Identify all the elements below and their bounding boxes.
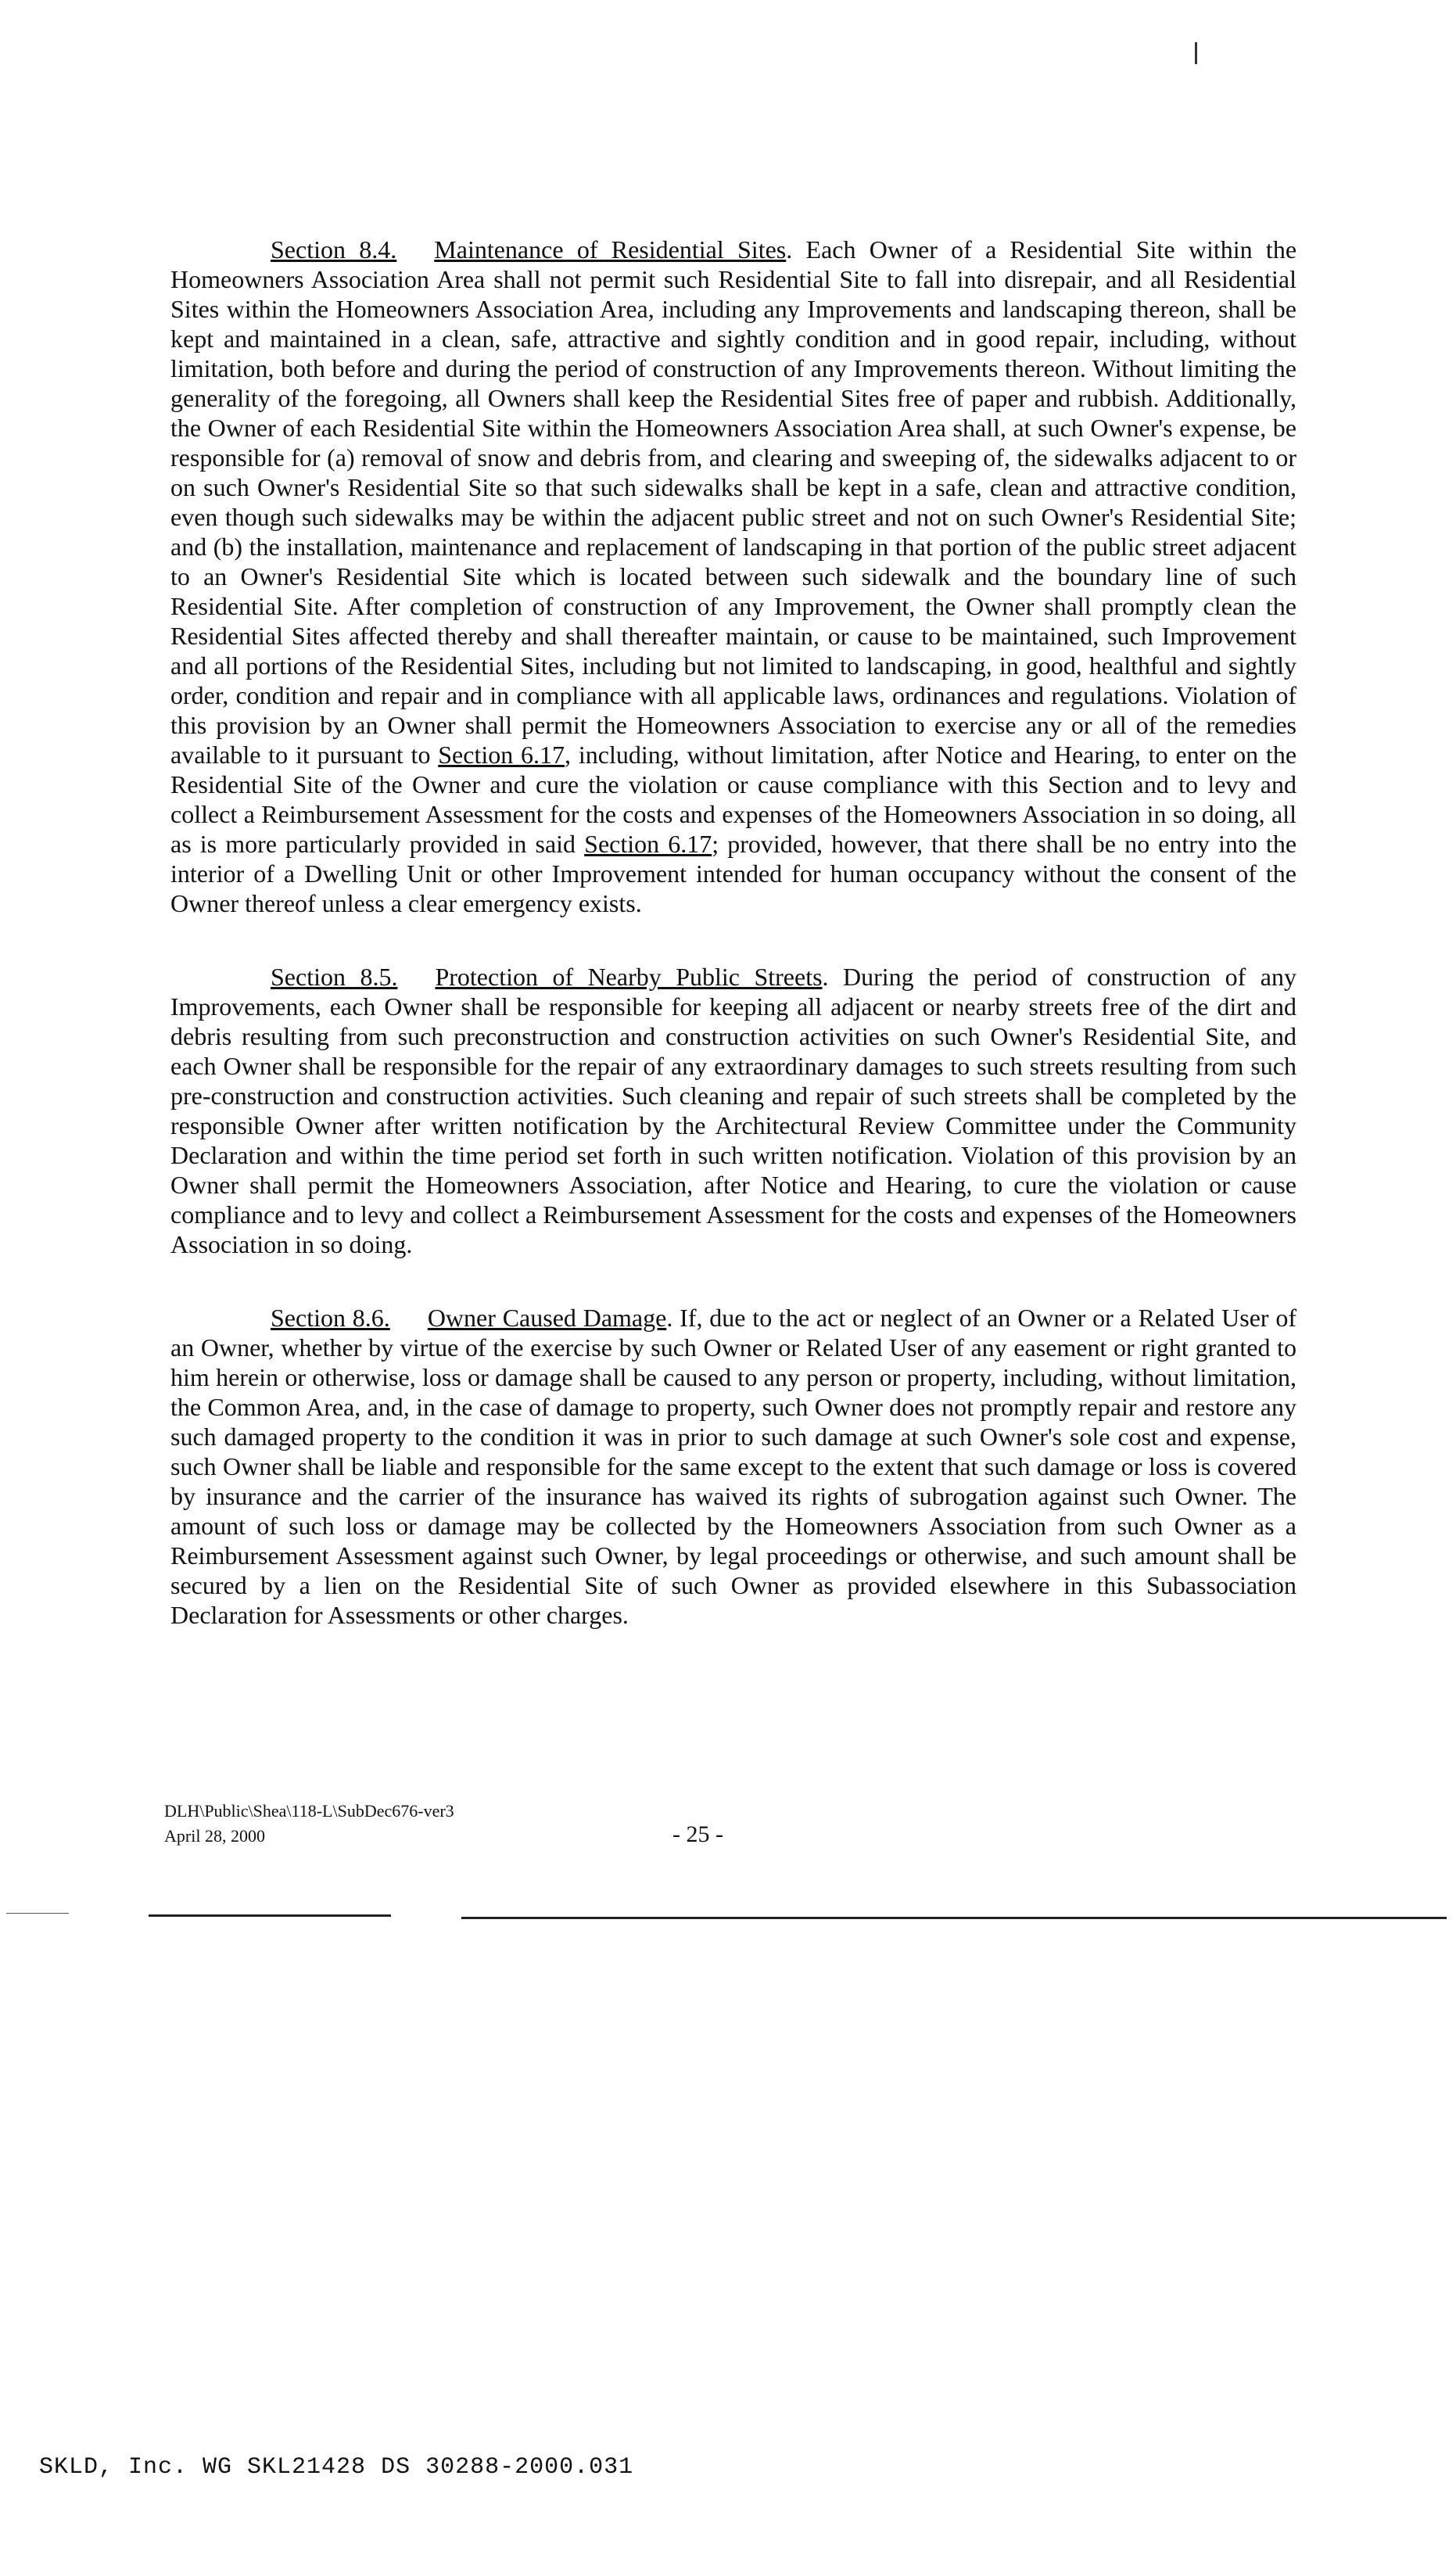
section-title: Protection of Nearby Public Streets — [435, 963, 823, 991]
scan-rule-right — [461, 1917, 1447, 1919]
section-text: . During the period of construction of any Improvements, each Owner shall be responsible for keeping all adjacent or nearby streets free of the dirt and debris resulting from such preconstruction and construction activities on such Owner's Residential Site, and each Owner shall be responsible for the repair of any extraordinary damages to such streets resulting from such pre-construction and construction activities. Such cleaning and repair of such streets shall be completed by the responsible Owner after written notification by the Architectural Review Committee under the Community Declaration and within the time period set forth in such written notification. Violation of this provision by an Owner shall permit the Homeowners Association, after Notice and Hearing, to cure the violation or cause compliance and to levy and collect a Reimbursement Assessment for the costs and expenses of the Homeowners Association in so doing. — [170, 963, 1297, 1258]
scan-rule-middle — [149, 1914, 391, 1917]
section-8-6 — [170, 1303, 1296, 1630]
page-footer — [164, 1799, 1290, 1849]
section-title: Owner Caused Damage — [427, 1304, 667, 1332]
section-8-5 — [170, 962, 1296, 1259]
document-date: April 28, 2000 — [164, 1826, 265, 1846]
section-reference: Section 6.17 — [584, 830, 712, 858]
scan-mark — [1195, 42, 1197, 64]
page-number: - 25 - — [672, 1821, 723, 1847]
section-number: Section 8.5. — [271, 963, 398, 991]
document-path: DLH\Public\Shea\118-L\SubDec676-ver3 — [164, 1801, 454, 1821]
section-text: . Each Owner of a Residential Site within the Homeowners Association Area shall not permit such Residential Site to fall into disrepair, and all Residential Sites within the Homeowners Association Area, including any Improvements and landscaping thereon, shall be kept and maintained in a clean, safe, attractive and sightly condition and in good repair, including, without limitation, both before and during the period of construction of any Improvements thereon. Without limiting the generality of the foregoing, all Owners shall keep the Residential Sites free of paper and rubbish. Additionally, the Owner of each Residential Site within the Homeowners Association Area shall, at such Owner's expense, be responsible for (a) removal of snow and debris from, and clearing and sweeping of, the sidewalks adjacent to or on such Owner's Residential Site so that such sidewalks shall be kept in a safe, clean and attractive condition, even though such sidewalks may be within the adjacent public street and not on such Owner's Residential Site; and (b) the installation, maintenance and replacement of landscaping in that portion of the public street adjacent to an Owner's Residential Site which is located between such sidewalk and the boundary line of such Residential Site. After completion of construction of any Improvement, the Owner shall promptly clean the Residential Sites affected thereby and shall thereafter maintain, or cause to be maintained, such Improvement and all portions of the Residential Sites, including but not limited to landscaping, in good, healthful and sightly order, condition and repair and in compliance with all applicable laws, ordinances and regulations. Violation of this provision by an Owner shall permit the Homeowners Association to exercise any or all of the remedies available to it pursuant to — [170, 235, 1297, 769]
section-text: . If, due to the act or neglect of an Owner or a Related User of an Owner, whether by virtue of the exercise by such Owner or Related User of any easement or right granted to him herein or otherwise, loss or damage shall be caused to any person or property, including, without limitation, the Common Area, and, in the case of damage to property, such Owner does not promptly repair and restore any such damaged property to the condition it was in prior to such damage at such Owner's sole cost and expense, such Owner shall be liable and responsible for the same except to the extent that such damage or loss is covered by insurance and the carrier of the insurance has waived its rights of subrogation against such Owner. The amount of such loss or damage may be collected by the Homeowners Association from such Owner as a Reimbursement Assessment against such Owner, by legal proceedings or otherwise, and such amount shall be secured by a lien on the Residential Site of such Owner as provided elsewhere in this Subassociation Declaration for Assessments or other charges. — [170, 1304, 1297, 1629]
document-body — [170, 235, 1296, 1674]
section-8-4 — [170, 235, 1296, 918]
section-number: Section 8.4. — [271, 235, 397, 264]
section-number: Section 8.6. — [271, 1304, 390, 1332]
section-text: ; provided, however, that there shall be no entry into the interior of a Dwelling Unit or other Improvement intended for human occupancy without the consent of the Owner thereof unless a clear emergency exists. — [170, 830, 1297, 917]
section-title: Maintenance of Residential Sites — [434, 235, 787, 264]
section-reference: Section 6.17 — [438, 741, 565, 769]
filing-stamp: SKLD, Inc. WG SKL21428 DS 30288-2000.031 — [39, 2454, 634, 2481]
section-text: , including, without limitation, after Notice and Hearing, to enter on the Residential Site of the Owner and cure the violation or cause compliance with this Section and to levy and collect a Reimbursement Assessment for the costs and expenses of the Homeowners Association in so doing, all as is more particularly provided in said — [170, 741, 1297, 858]
scan-rule-left — [6, 1913, 69, 1914]
